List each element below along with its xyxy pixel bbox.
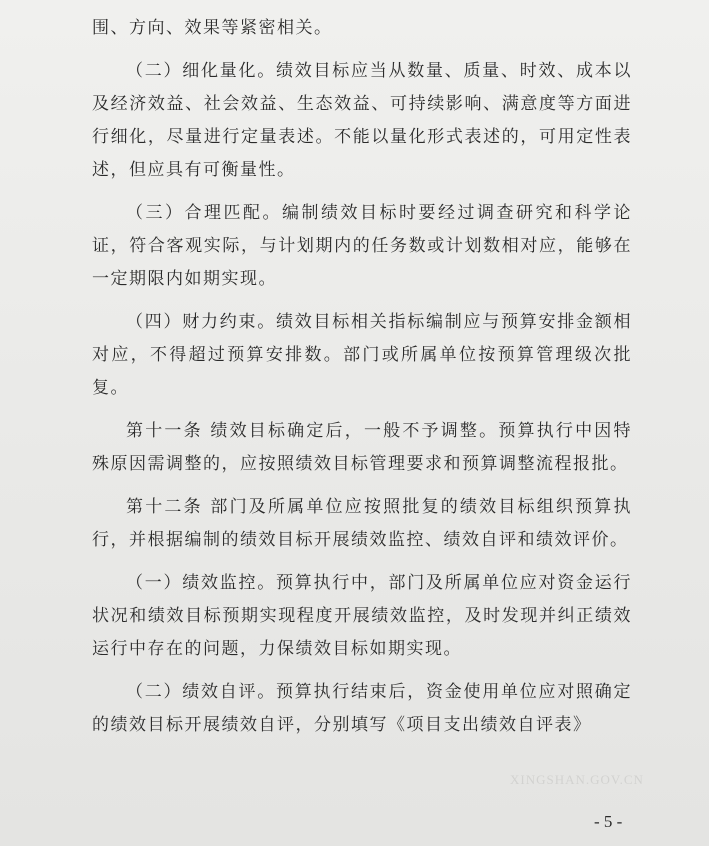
paragraph-article-12: 第十二条 部门及所属单位应按照批复的绩效目标组织预算执行，并根据编制的绩效目标开展绩效监控、绩效自评和绩效评价。 [92, 497, 632, 550]
paragraph-refine-quantify: （二）细化量化。绩效目标应当从数量、质量、时效、成本以及经济效益、社会效益、生态效益、可持续影响、满意度等方面进行细化，尽量进行定量表述。不能以量化形式表述的，可用定性表述，但应具有可衡量性。 [92, 61, 632, 180]
paragraph-continuation: 围、方向、效果等紧密相关。 [92, 18, 333, 38]
document-body [92, 12, 632, 752]
paragraph-self-evaluation: （二）绩效自评。预算执行结束后，资金使用单位应对照确定的绩效目标开展绩效自评，分别填写《项目支出绩效自评表》 [92, 682, 632, 735]
paragraph-article-11: 第十一条 绩效目标确定后，一般不予调整。预算执行中因特殊原因需调整的，应按照绩效目标管理要求和预算调整流程报批。 [92, 421, 632, 474]
paragraph-performance-monitoring: （一）绩效监控。预算执行中，部门及所属单位应对资金运行状况和绩效目标预期实现程度开展绩效监控，及时发现并纠正绩效运行中存在的问题，力保绩效目标如期实现。 [92, 573, 632, 659]
watermark: XINGSHAN.GOV.CN [510, 772, 644, 787]
paragraph-reasonable-match: （三）合理匹配。编制绩效目标时要经过调查研究和科学论证，符合客观实际，与计划期内的任务数或计划数相对应，能够在一定期限内如期实现。 [92, 203, 632, 289]
paragraph-financial-constraint: （四）财力约束。绩效目标相关指标编制应与预算安排金额相对应，不得超过预算安排数。部门或所属单位按预算管理级次批复。 [92, 312, 632, 398]
page-number: - 5 - [594, 812, 623, 831]
